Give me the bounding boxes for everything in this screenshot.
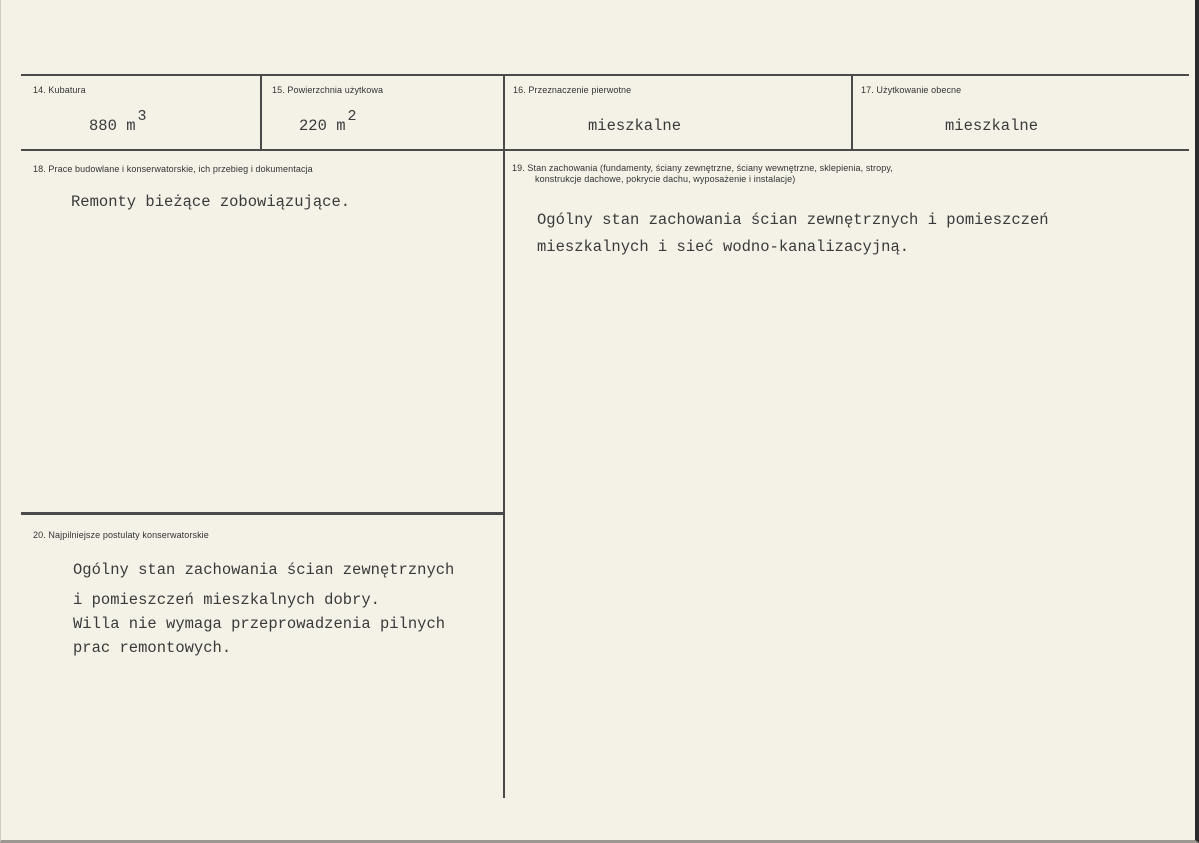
row1-divider-3 bbox=[851, 75, 853, 150]
field-20-line-1: Ogólny stan zachowania ścian zewnętrznych bbox=[73, 561, 455, 579]
field-15-value bbox=[299, 108, 357, 135]
left-section-divider bbox=[21, 512, 504, 515]
field-17-value: mieszkalne bbox=[945, 117, 1039, 135]
row1-bottom-rule bbox=[21, 149, 1189, 151]
field-20-value bbox=[73, 556, 454, 663]
field-16-value: mieszkalne bbox=[588, 117, 682, 135]
field-20-label: 20. Najpilniejsze postulaty konserwatorskie bbox=[33, 530, 209, 540]
volume-exponent: 3 bbox=[137, 108, 147, 125]
field-19-value bbox=[537, 207, 1049, 261]
field-18-value: Remonty bieżące zobowiązujące. bbox=[71, 193, 351, 211]
field-19-line-1: Ogólny stan zachowania ścian zewnętrznych i pomieszczeń bbox=[537, 211, 1049, 229]
field-15-label: 15. Powierzchnia użytkowa bbox=[272, 85, 384, 95]
field-19-line-2: mieszkalnych i sieć wodno-kanalizacyjną. bbox=[537, 238, 910, 256]
field-16-label: 16. Przeznaczenie pierwotne bbox=[513, 85, 632, 95]
volume-value: 880 m bbox=[89, 117, 136, 135]
top-rule bbox=[21, 74, 1189, 76]
row1-divider-1 bbox=[260, 75, 262, 150]
row1-divider-2 bbox=[503, 75, 505, 150]
field-18-label: 18. Prace budowlane i konserwatorskie, ich przebieg i dokumentacja bbox=[33, 164, 313, 174]
field-19-label-line-1: 19. Stan zachowania (fundamenty, ściany zewnętrzne, ściany wewnętrzne, sklepienia, stropy, bbox=[512, 163, 893, 173]
field-19-label bbox=[512, 163, 1072, 185]
field-20-line-2: i pomieszczeń mieszkalnych dobry. bbox=[73, 591, 380, 609]
area-value: 220 m bbox=[299, 117, 346, 135]
field-20-line-3: Willa nie wymaga przeprowadzenia pilnych bbox=[73, 615, 446, 633]
field-14-label: 14. Kubatura bbox=[33, 85, 86, 95]
area-exponent: 2 bbox=[347, 108, 357, 125]
main-column-divider bbox=[503, 150, 505, 798]
field-17-label: 17. Użytkowanie obecne bbox=[861, 85, 962, 95]
field-19-label-line-2: konstrukcje dachowe, pokrycie dachu, wyposażenie i instalacje) bbox=[535, 174, 796, 184]
field-14-value bbox=[89, 108, 147, 135]
field-20-line-4: prac remontowych. bbox=[73, 639, 232, 657]
